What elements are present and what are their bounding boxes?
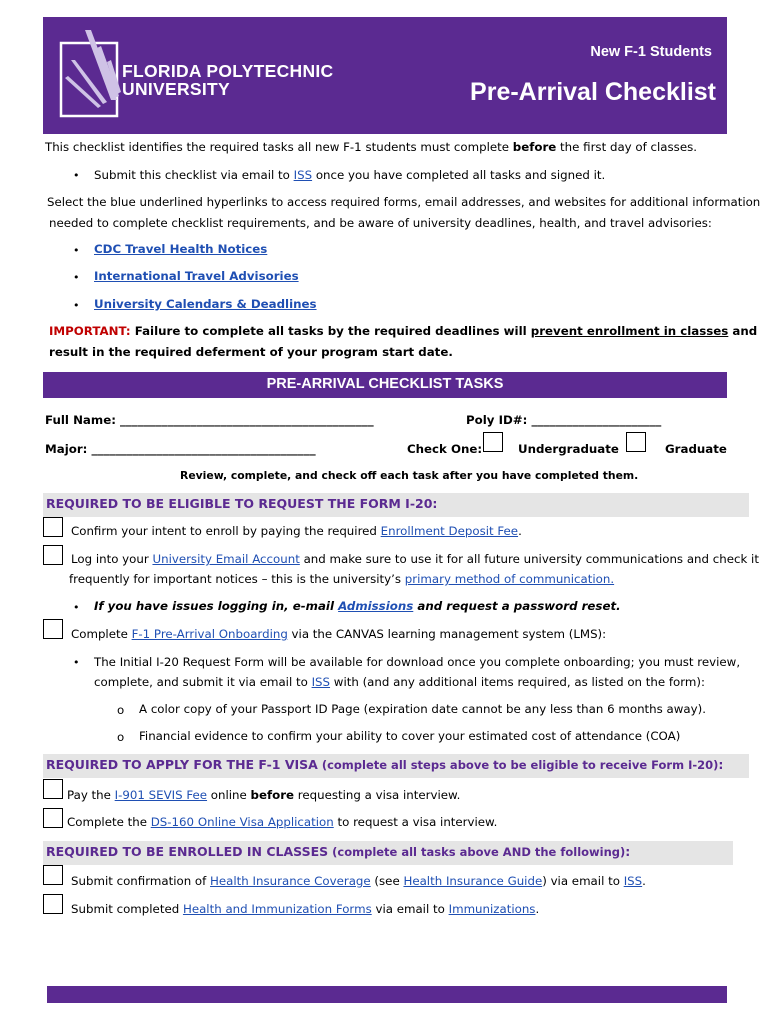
university-email-link[interactable]: University Email Account (152, 552, 300, 566)
bullet-marker: • (73, 271, 80, 284)
sub-bullet-marker: o (117, 703, 125, 717)
admissions-link[interactable]: Admissions (338, 599, 414, 613)
graduate-checkbox[interactable] (626, 432, 646, 452)
task-checkbox[interactable] (43, 894, 63, 914)
bullet-marker: • (73, 244, 80, 257)
sub-bullet-marker: o (117, 730, 125, 744)
iss-link[interactable]: ISS (311, 675, 331, 689)
footer-bar (47, 986, 727, 1003)
bullet-marker: • (73, 299, 80, 312)
f1-onboarding-link[interactable]: F-1 Pre-Arrival Onboarding (131, 627, 288, 641)
travel-advisories-link[interactable]: International Travel Advisories (94, 269, 299, 283)
financial-evidence-requirement: Financial evidence to confirm your ability to cover your estimated cost of attendance (COA) (139, 729, 681, 743)
onboarding-task: Complete F-1 Pre-Arrival Onboarding via the CANVAS learning management system (LMS): (71, 627, 607, 641)
i20-request-note-line2: complete, and submit it via email to ISS with (and any additional items required, as listed on the form): (94, 675, 705, 689)
bullet-marker: • (73, 169, 80, 182)
university-calendars-link[interactable]: University Calendars & Deadlines (94, 297, 317, 311)
ds160-link[interactable]: DS-160 Online Visa Application (150, 815, 334, 829)
task-checkbox[interactable] (43, 779, 63, 799)
important-notice-line2: result in the required deferment of your program start date. (49, 345, 453, 359)
iss-link[interactable]: ISS (623, 874, 643, 888)
submit-instruction: Submit this checklist via email to ISS once you have completed all tasks and signed it. (94, 168, 606, 182)
undergraduate-label: Undergraduate (518, 442, 619, 456)
immunization-task: Submit completed Health and Immunization Forms via email to Immunizations. (71, 902, 540, 916)
bullet-marker: • (73, 656, 80, 669)
hyperlink-paragraph-2: needed to complete checklist requirements, and be aware of university deadlines, health, and travel advisories: (49, 216, 712, 230)
i20-request-note: The Initial I-20 Request Form will be available for download once you complete onboarding; you must review, (94, 655, 741, 669)
poly-id-field[interactable]: Poly ID#: ______________________ (466, 413, 662, 427)
major-field[interactable]: Major: ______________________________________ (45, 442, 316, 456)
login-issues-note: If you have issues logging in, e-mail Admissions and request a password reset. (94, 599, 621, 613)
email-account-task-line2: frequently for important notices – this is the university’s primary method of communication. (69, 572, 615, 586)
sevis-fee-link[interactable]: I-901 SEVIS Fee (114, 788, 208, 802)
ds160-task: Complete the DS-160 Online Visa Application to request a visa interview. (67, 815, 498, 829)
enrollment-deposit-task: Confirm your intent to enroll by paying the required Enrollment Deposit Fee. (71, 524, 522, 538)
header-subtitle: New F-1 Students (590, 44, 712, 60)
hyperlink-paragraph-1: Select the blue underlined hyperlinks to access required forms, email addresses, and websites for additional information (47, 195, 761, 209)
primary-communication-link[interactable]: primary method of communication. (404, 572, 615, 586)
immunization-forms-link[interactable]: Health and Immunization Forms (182, 902, 372, 916)
graduate-label: Graduate (665, 442, 727, 456)
check-one-label: Check One: (407, 442, 483, 456)
important-notice: IMPORTANT: Failure to complete all tasks by the required deadlines will prevent enrollment in classes and (49, 324, 758, 338)
cdc-travel-link[interactable]: CDC Travel Health Notices (94, 242, 268, 256)
tasks-header-bar: PRE-ARRIVAL CHECKLIST TASKS (43, 372, 727, 398)
health-insurance-task: Submit confirmation of Health Insurance Coverage (see Health Insurance Guide) via email to ISS. (71, 874, 646, 888)
health-insurance-coverage-link[interactable]: Health Insurance Coverage (210, 874, 371, 888)
sevis-fee-task: Pay the I-901 SEVIS Fee online before requesting a visa interview. (67, 788, 461, 802)
enrollment-deposit-link[interactable]: Enrollment Deposit Fee (380, 524, 519, 538)
full-name-field[interactable]: Full Name: ___________________________________________ (45, 413, 374, 427)
logo-line-2: UNIVERSITY (122, 79, 231, 99)
task-checkbox[interactable] (43, 619, 63, 639)
section-enrollment: REQUIRED TO BE ENROLLED IN CLASSES (complete all tasks above AND the following): (43, 841, 733, 865)
section-f1-visa: REQUIRED TO APPLY FOR THE F-1 VISA (complete all steps above to be eligible to receive Form I-20): (43, 754, 749, 778)
undergraduate-checkbox[interactable] (483, 432, 503, 452)
task-checkbox[interactable] (43, 517, 63, 537)
health-insurance-guide-link[interactable]: Health Insurance Guide (403, 874, 543, 888)
task-checkbox[interactable] (43, 545, 63, 565)
immunizations-link[interactable]: Immunizations (448, 902, 536, 916)
task-checkbox[interactable] (43, 808, 63, 828)
section-i20-eligibility: REQUIRED TO BE ELIGIBLE TO REQUEST THE FORM I-20: (43, 493, 749, 517)
review-instruction: Review, complete, and check off each task after you have completed them. (180, 469, 639, 482)
task-checkbox[interactable] (43, 865, 63, 885)
passport-requirement: A color copy of your Passport ID Page (expiration date cannot be any less than 6 months away). (139, 702, 706, 716)
bullet-marker: • (73, 601, 80, 614)
logo-text (122, 62, 334, 98)
page-title: Pre-Arrival Checklist (470, 78, 716, 106)
email-account-task: Log into your University Email Account and make sure to use it for all future university communications and check it (71, 552, 759, 566)
logo-line-1: FLORIDA POLYTECHNIC (122, 61, 334, 81)
iss-link[interactable]: ISS (293, 168, 313, 182)
intro-line: This checklist identifies the required tasks all new F-1 students must complete before the first day of classes. (45, 140, 697, 154)
